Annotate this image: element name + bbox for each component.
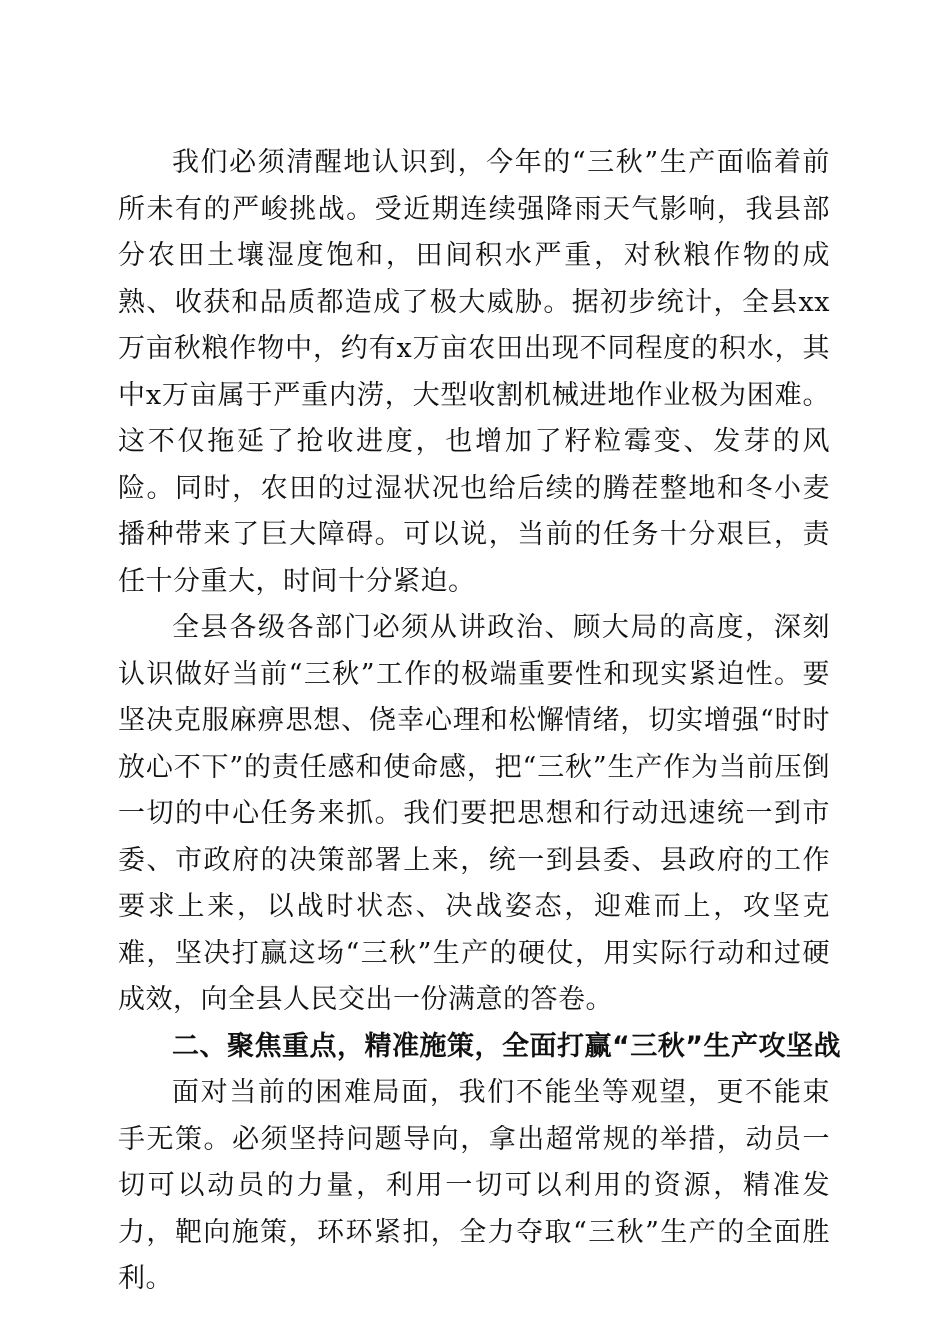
paragraph-challenges: 我们必须清醒地认识到，今年的“三秋”生产面临着前所未有的严峻挑战。受近期连续强降雨天气影响，我县部分农田土壤湿度饱和，田间积水严重，对秋粮作物的成熟、收获和品质都造成了极大威胁。据初步统计，全县xx万亩秋粮作物中，约有x万亩农田出现不同程度的积水，其中x万亩属于严重内涝，大型收割机械进地作业极为困难。这不仅拖延了抢收进度，也增加了籽粒霉变、发芽的风险。同时，农田的过湿状况也给后续的腾茬整地和冬小麦播种带来了巨大障碍。可以说，当前的任务十分艰巨，责任十分重大，时间十分紧迫。 (118, 147, 830, 597)
paragraph-measures: 面对当前的困难局面，我们不能坐等观望，更不能束手无策。必须坚持问题导向，拿出超常规的举措，动员一切可以动员的力量，利用一切可以利用的资源，精准发力，靶向施策，环环紧扣，全力夺取“三秋”生产的全面胜利。 (118, 1077, 830, 1294)
section-heading: 二、聚焦重点，精准施策，全面打赢“三秋”生产攻坚战 (172, 1030, 841, 1062)
document-body (118, 140, 841, 1303)
paragraph-mobilization: 全县各级各部门必须从讲政治、顾大局的高度，深刻认识做好当前“三秋”工作的极端重要性和现实紧迫性。要坚决克服麻痹思想、侥幸心理和松懈情绪，切实增强“时时放心不下”的责任感和使命感，把“三秋”生产作为当前压倒一切的中心任务来抓。我们要把思想和行动迅速统一到市委、市政府的决策部署上来，统一到县委、县政府的工作要求上来，以战时状态、决战姿态，迎难而上，攻坚克难，坚决打赢这场“三秋”生产的硬仗，用实际行动和过硬成效，向全县人民交出一份满意的答卷。 (118, 612, 830, 1015)
